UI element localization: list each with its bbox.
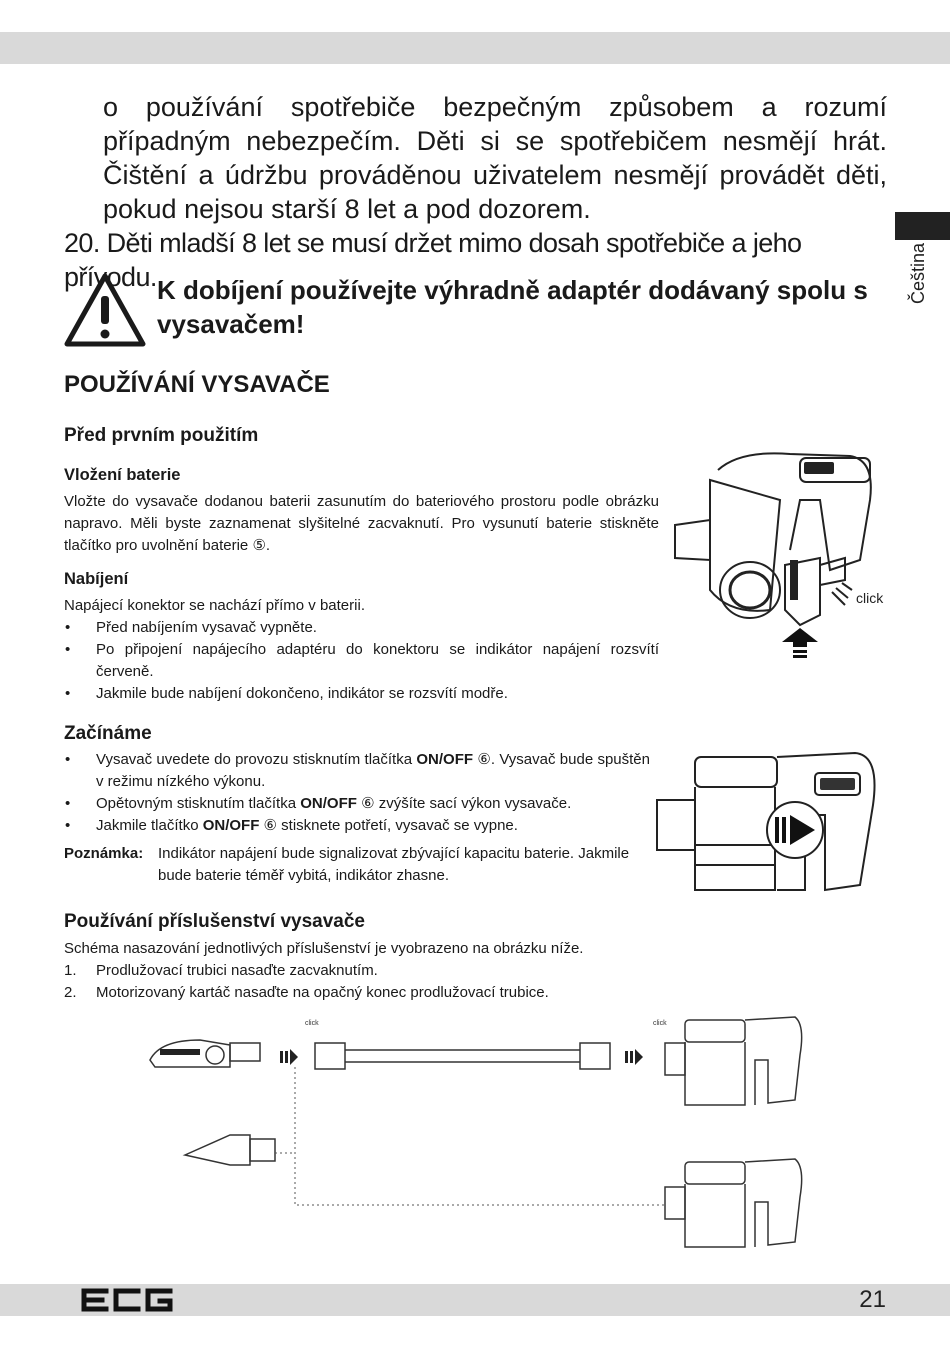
accessories-steps [64, 960, 684, 1004]
battery-text: Vložte do vysavače dodanou baterii zasunutím do bateriového prostoru podle obrázku napravo. Měli byste zaznamenat slyšitelné zacvaknutí. Pro vysunutí baterie stiskněte tlačítko pro uvolnění baterie ⑤. [64, 493, 659, 554]
list-item: • Jakmile bude nabíjení dokončeno, indikátor se rozsvítí modře. [64, 683, 659, 705]
click-label-1: click [305, 1020, 319, 1027]
charging-bullets [64, 617, 659, 705]
warning-triangle-icon [64, 272, 146, 348]
safety-item-20: 20. Děti mladší 8 let se musí držet mimo dosah spotřebiče a jeho přívodu. [64, 228, 802, 292]
page-number: 21 [859, 1286, 886, 1313]
language-tab-marker [895, 212, 950, 240]
note-text: Indikátor napájení bude signalizovat zbývající kapacitu baterie. Jakmile bude baterie téměř vybitá, indikátor zhasne. [158, 845, 630, 884]
play-arrow-icon [767, 802, 823, 858]
battery-insertion-figure [670, 440, 895, 665]
ecg-logo [78, 1287, 174, 1313]
language-label: Čeština [908, 242, 928, 304]
list-item: 1. Prodlužovací trubici nasaďte zacvaknutím. [64, 962, 378, 979]
list-item: • Po připojení napájecího adaptéru do konektoru se indikátor napájení rozsvítí červeně. [64, 639, 659, 683]
power-button-figure [655, 745, 880, 910]
before-first-use-heading: Před prvním použitím [64, 425, 259, 446]
arrow-up-icon [782, 628, 818, 658]
battery-heading: Vložení baterie [64, 466, 181, 484]
section-title: POUŽÍVÁNÍ VYSAVAČE [64, 371, 330, 398]
start-heading: Začínáme [64, 723, 152, 744]
list-item: 2. Motorizovaný kartáč nasaďte na opačný konec prodlužovací trubice. [64, 984, 549, 1001]
safety-item-continuation: o používání spotřebiče bezpečným způsobem a rozumí případným nebezpečím. Děti si se spotřebičem nesmějí hrát. Čištění a údržbu prováděnou uživatelem nesmějí provádět děti, pokud nejsou starší 8 let a pod dozorem. [103, 92, 887, 224]
note-label: Poznámka: [64, 845, 144, 862]
charging-heading: Nabíjení [64, 570, 129, 588]
note [64, 843, 654, 887]
charging-intro: Napájecí konektor se nachází přímo v baterii. [64, 597, 365, 614]
start-bullets [64, 749, 650, 837]
accessories-intro: Schéma nasazování jednotlivých příslušenství je vyobrazeno na obrázku níže. [64, 940, 584, 957]
accessories-diagram [140, 1005, 810, 1260]
warning-text: K dobíjení používejte výhradně adaptér dodávaný spolu s vysavačem! [157, 275, 868, 339]
click-label-2: click [653, 1020, 667, 1027]
list-item: • Před nabíjením vysavač vypněte. [64, 617, 659, 639]
list-item: • Opětovným stisknutím tlačítka ON/OFF ⑥ zvýšíte sací výkon vysavače. [64, 793, 650, 815]
list-item: • Jakmile tlačítko ON/OFF ⑥ stisknete potřetí, vysavač se vypne. [64, 815, 650, 837]
accessories-heading: Používání příslušenství vysavače [64, 911, 365, 932]
click-label: click [856, 590, 884, 606]
header-band [0, 32, 950, 64]
list-item: • Vysavač uvedete do provozu stisknutím tlačítka ON/OFF ⑥. Vysavač bude spuštěn v režimu nízkého výkonu. [64, 749, 650, 793]
